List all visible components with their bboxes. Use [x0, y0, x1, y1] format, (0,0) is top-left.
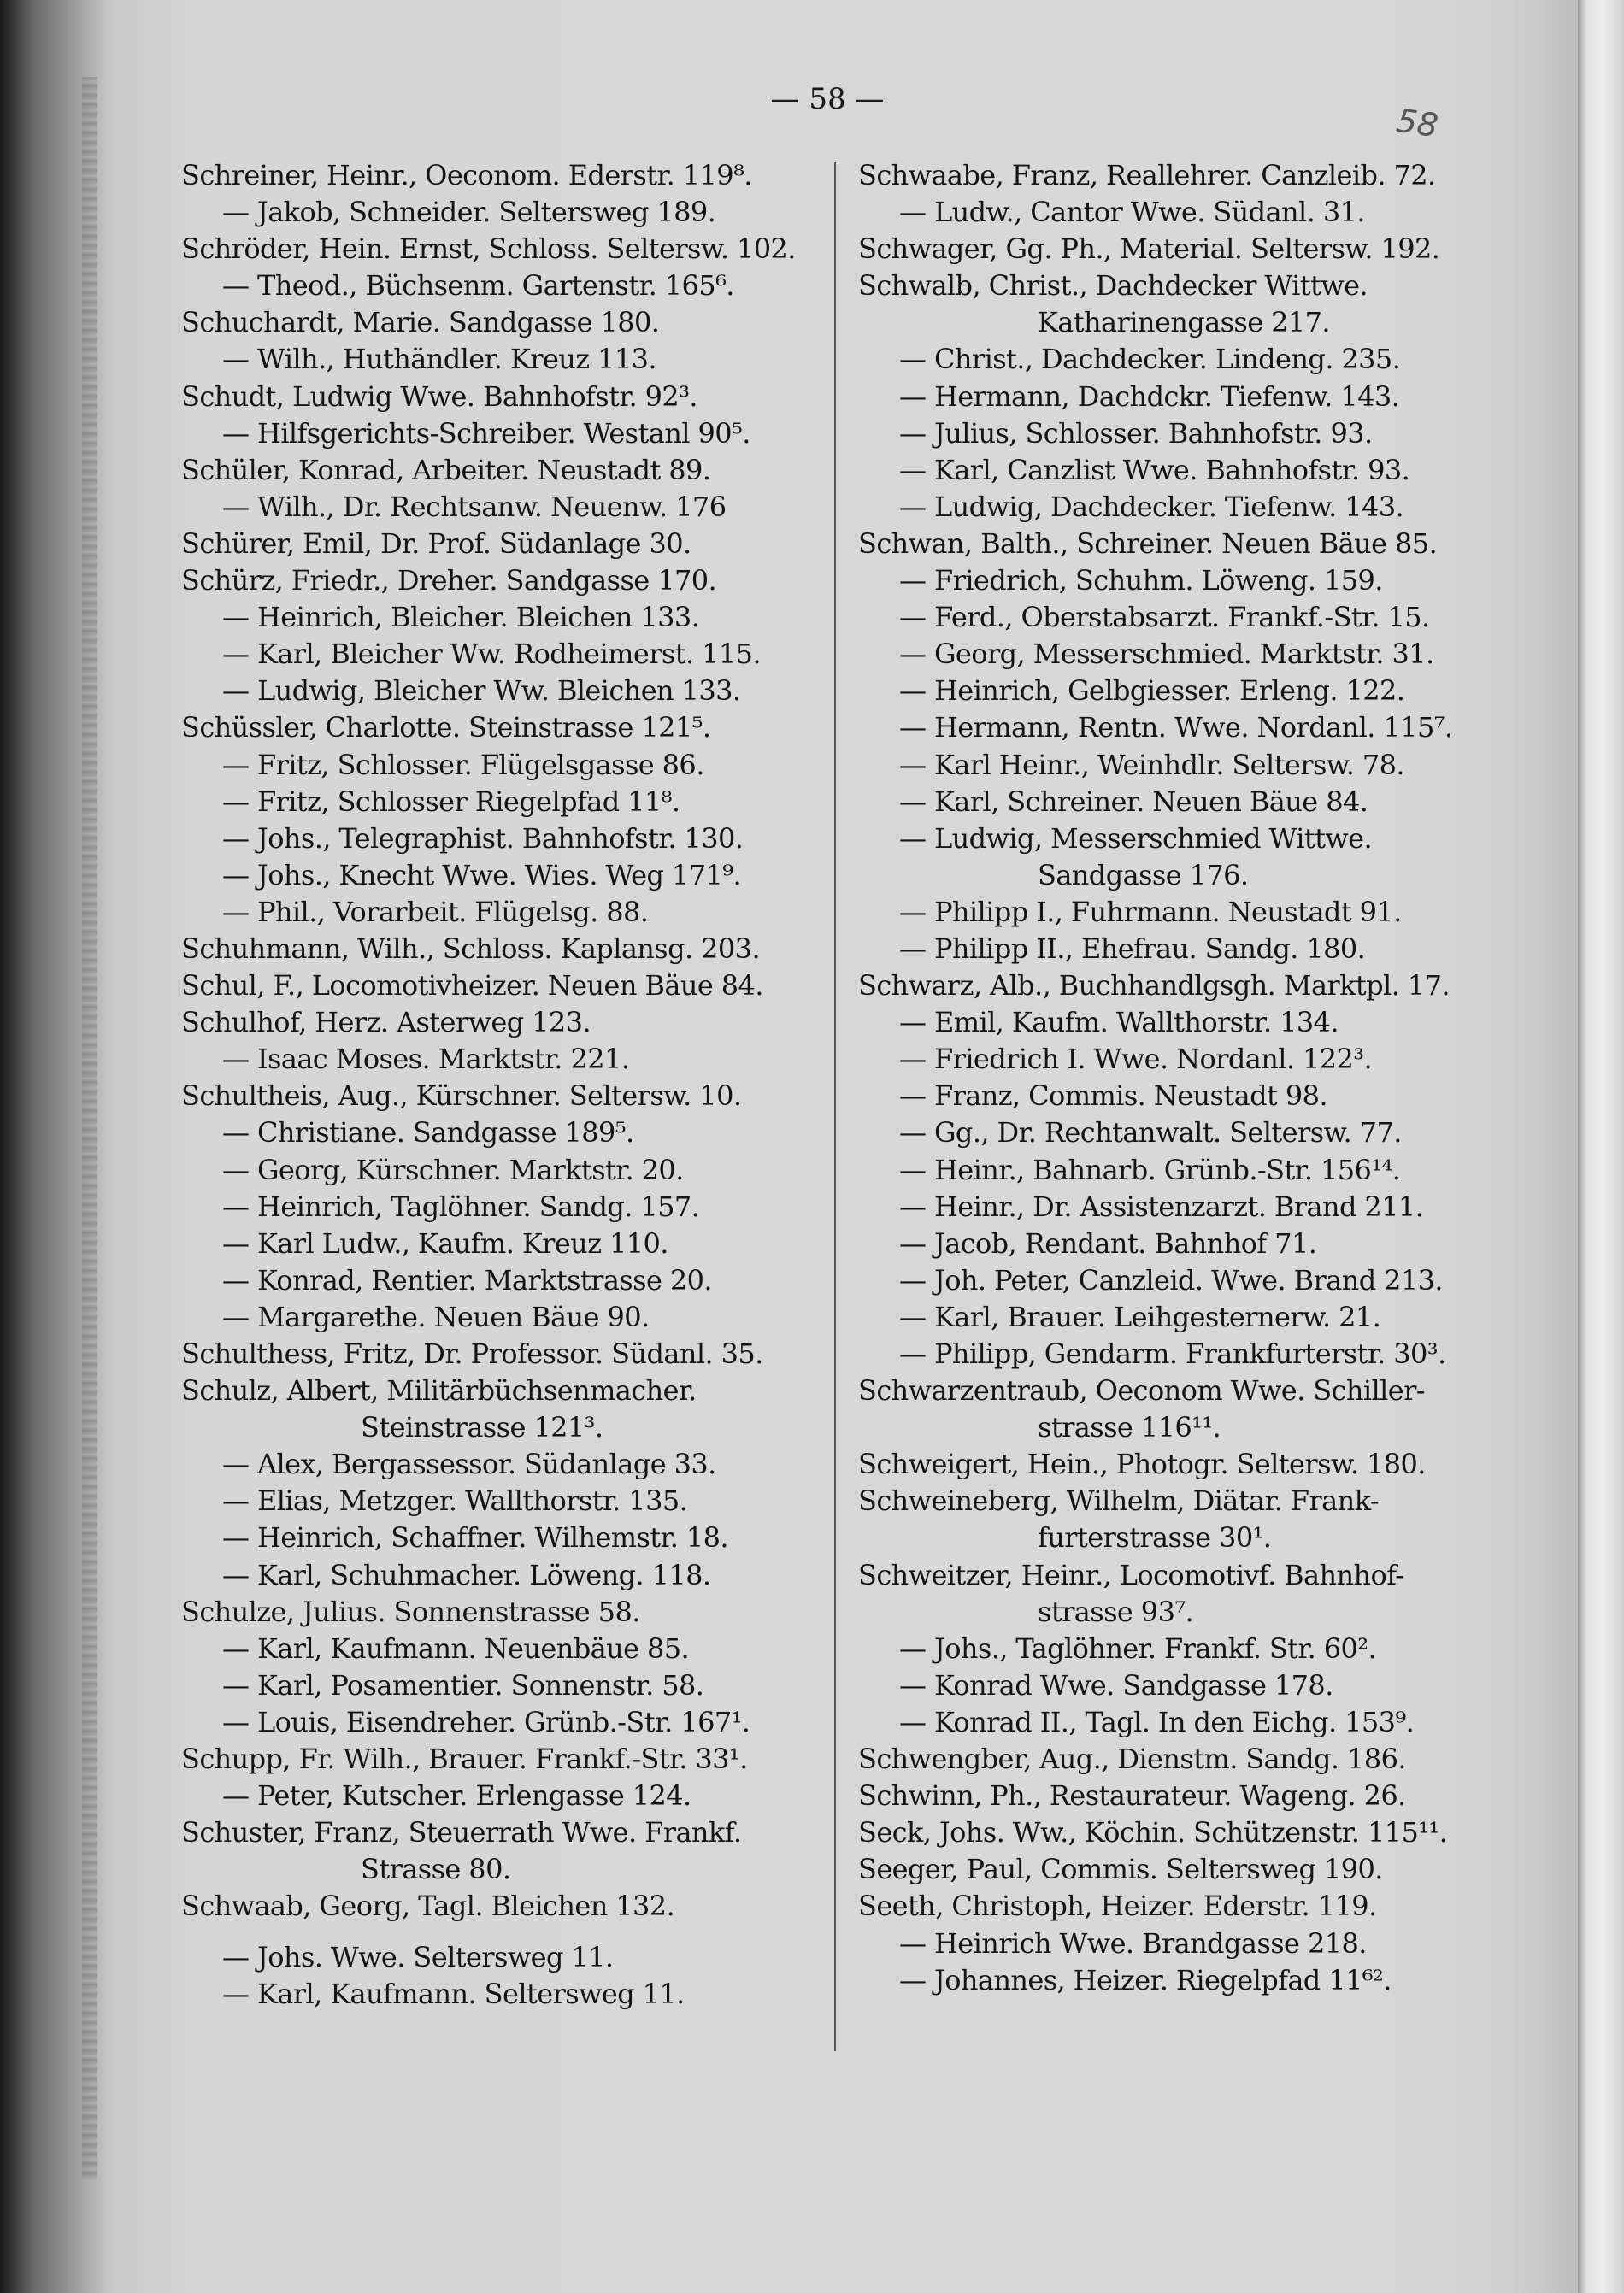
- directory-entry: Schulz, Albert, Militärbüchsenmacher.: [181, 1374, 697, 1408]
- directory-entry: — Heinrich, Gelbgiesser. Erleng. 122.: [899, 674, 1405, 708]
- directory-entry: Schüssler, Charlotte. Steinstrasse 121⁵.: [181, 711, 711, 744]
- directory-entry: — Johs. Wwe. Seltersweg 11.: [222, 1940, 614, 1973]
- directory-entry: Schürz, Friedr., Dreher. Sandgasse 170.: [181, 564, 717, 597]
- directory-entry: — Wilh., Dr. Rechtsanw. Neuenw. 176: [222, 490, 727, 523]
- directory-entry: — Fritz, Schlosser. Flügelsgasse 86.: [222, 748, 704, 781]
- directory-entry: — Karl, Kaufmann. Seltersweg 11.: [222, 1977, 685, 2010]
- handwritten-page-number: 58: [1394, 101, 1441, 145]
- directory-entry: — Heinrich, Taglöhner. Sandg. 157.: [222, 1190, 700, 1223]
- directory-entry: Schwaab, Georg, Tagl. Bleichen 132.: [181, 1890, 675, 1923]
- directory-entry: — Alex, Bergassessor. Südanlage 33.: [222, 1448, 716, 1481]
- directory-entry: — Konrad Wwe. Sandgasse 178.: [899, 1668, 1333, 1702]
- directory-entry: Schwager, Gg. Ph., Material. Seltersw. 192.: [858, 232, 1440, 266]
- directory-entry: strasse 116¹¹.: [1038, 1411, 1221, 1444]
- directory-entry: Schulthess, Fritz, Dr. Professor. Südanl. 35.: [181, 1338, 763, 1370]
- directory-entry: Schröder, Hein. Ernst, Schloss. Seltersw. 102.: [181, 232, 796, 266]
- directory-entry: Schüler, Konrad, Arbeiter. Neustadt 89.: [181, 453, 711, 486]
- directory-entry: — Karl, Schuhmacher. Löweng. 118.: [222, 1558, 711, 1591]
- directory-entry: — Hilfsgerichts-Schreiber. Westanl 90⁵.: [222, 416, 750, 450]
- directory-entry: — Emil, Kaufm. Wallthorstr. 134.: [899, 1006, 1339, 1039]
- directory-entry: — Johs., Taglöhner. Frankf. Str. 60².: [899, 1632, 1377, 1665]
- directory-entry: — Karl, Posamentier. Sonnenstr. 58.: [222, 1668, 704, 1702]
- directory-entry: Schwengber, Aug., Dienstm. Sandg. 186.: [858, 1743, 1406, 1776]
- directory-entry: — Johs., Knecht Wwe. Wies. Weg 171⁹.: [222, 858, 742, 891]
- directory-entry: Schweitzer, Heinr., Locomotivf. Bahnhof-: [858, 1558, 1404, 1591]
- directory-entry: — Karl Ludw., Kaufm. Kreuz 110.: [222, 1226, 668, 1260]
- directory-entry: — Georg, Messerschmied. Marktstr. 31.: [899, 638, 1434, 671]
- directory-entry: Schwarzentraub, Oeconom Wwe. Schiller-: [858, 1374, 1426, 1408]
- directory-entry: — Ludwig, Messerschmied Wittwe.: [899, 821, 1373, 855]
- directory-entry: furterstrasse 30¹.: [1038, 1521, 1272, 1555]
- directory-entry: Schuchardt, Marie. Sandgasse 180.: [181, 306, 660, 339]
- directory-entry: — Isaac Moses. Marktstr. 221.: [222, 1043, 630, 1076]
- directory-entry: Schwarz, Alb., Buchhandlgsgh. Marktpl. 17.: [858, 969, 1450, 1002]
- directory-entry: — Peter, Kutscher. Erlengasse 124.: [222, 1779, 691, 1813]
- directory-entry: — Fritz, Schlosser Riegelpfad 11⁸.: [222, 785, 680, 818]
- directory-entry: — Heinr., Bahnarb. Grünb.-Str. 156¹⁴.: [899, 1153, 1401, 1186]
- directory-entry: — Johs., Telegraphist. Bahnhofstr. 130.: [222, 821, 744, 855]
- directory-entry: Schultheis, Aug., Kürschner. Seltersw. 10.: [181, 1079, 742, 1113]
- directory-entry: — Hermann, Rentn. Wwe. Nordanl. 115⁷.: [899, 711, 1453, 744]
- directory-entry: — Phil., Vorarbeit. Flügelsg. 88.: [222, 895, 649, 928]
- directory-entry: strasse 93⁷.: [1038, 1595, 1194, 1628]
- column-divider: [834, 162, 836, 2051]
- directory-entry: Sandgasse 176.: [1038, 858, 1249, 891]
- directory-entry: — Karl, Schreiner. Neuen Bäue 84.: [899, 785, 1368, 818]
- directory-entry: — Ludwig, Bleicher Ww. Bleichen 133.: [222, 674, 741, 708]
- directory-entry: — Johannes, Heizer. Riegelpfad 11⁶².: [899, 1963, 1392, 1996]
- directory-entry: Schuhmann, Wilh., Schloss. Kaplansg. 203.: [181, 932, 761, 965]
- directory-entry: — Ferd., Oberstabsarzt. Frankf.-Str. 15.: [899, 601, 1430, 634]
- directory-entry: — Hermann, Dachdckr. Tiefenw. 143.: [899, 379, 1400, 413]
- directory-entry: — Karl Heinr., Weinhdlr. Seltersw. 78.: [899, 748, 1404, 781]
- directory-entry: — Julius, Schlosser. Bahnhofstr. 93.: [899, 416, 1373, 450]
- directory-entry: — Heinrich, Schaffner. Wilhemstr. 18.: [222, 1521, 728, 1555]
- directory-entry: — Louis, Eisendreher. Grünb.-Str. 167¹.: [222, 1705, 750, 1738]
- directory-entry: — Karl, Canzlist Wwe. Bahnhofstr. 93.: [899, 453, 1410, 486]
- directory-entry: Schudt, Ludwig Wwe. Bahnhofstr. 92³.: [181, 379, 697, 413]
- directory-entry: — Christ., Dachdecker. Lindeng. 235.: [899, 343, 1401, 376]
- directory-entry: — Friedrich I. Wwe. Nordanl. 122³.: [899, 1043, 1373, 1076]
- directory-entry: — Heinr., Dr. Assistenzarzt. Brand 211.: [899, 1190, 1424, 1223]
- directory-entry: Schwan, Balth., Schreiner. Neuen Bäue 85.: [858, 526, 1438, 560]
- directory-entry: Katharinengasse 217.: [1038, 306, 1330, 339]
- directory-entry: Schwalb, Christ., Dachdecker Wittwe.: [858, 269, 1368, 303]
- directory-entry: Steinstrasse 121³.: [361, 1411, 603, 1444]
- left-column: [181, 157, 822, 2013]
- directory-entry: — Philipp, Gendarm. Frankfurterstr. 30³.: [899, 1338, 1446, 1370]
- directory-entry: — Heinrich Wwe. Brandgasse 218.: [899, 1926, 1367, 1960]
- directory-entry: Schürer, Emil, Dr. Prof. Südanlage 30.: [181, 526, 691, 560]
- directory-entry: Seck, Johs. Ww., Köchin. Schützenstr. 115¹¹.: [858, 1816, 1448, 1849]
- directory-entry: Schupp, Fr. Wilh., Brauer. Frankf.-Str. 33¹.: [181, 1743, 748, 1776]
- directory-entry: — Friedrich, Schuhm. Löweng. 159.: [899, 564, 1383, 597]
- directory-entry: Seeth, Christoph, Heizer. Ederstr. 119.: [858, 1890, 1377, 1923]
- directory-entry: Schwaabe, Franz, Reallehrer. Canzleib. 72.: [858, 159, 1436, 191]
- directory-entry: — Konrad, Rentier. Marktstrasse 20.: [222, 1263, 712, 1296]
- directory-entry: — Theod., Büchsenm. Gartenstr. 165⁶.: [222, 269, 734, 303]
- directory-entry: Schwinn, Ph., Restaurateur. Wageng. 26.: [858, 1779, 1406, 1813]
- directory-entry: — Jakob, Schneider. Seltersweg 189.: [222, 196, 716, 229]
- directory-entry: — Wilh., Huthändler. Kreuz 113.: [222, 343, 656, 376]
- directory-entry: Schweigert, Hein., Photogr. Seltersw. 180.: [858, 1448, 1426, 1481]
- directory-entry: Schuster, Franz, Steuerrath Wwe. Frankf.: [181, 1816, 742, 1849]
- right-column: [858, 157, 1499, 1999]
- directory-entry: Schweineberg, Wilhelm, Diätar. Frank-: [858, 1485, 1380, 1518]
- directory-entry: — Heinrich, Bleicher. Bleichen 133.: [222, 601, 700, 634]
- page-header: — 58 —: [770, 82, 885, 116]
- directory-entry: Schreiner, Heinr., Oeconom. Ederstr. 119⁸.: [181, 159, 752, 191]
- directory-entry: — Joh. Peter, Canzleid. Wwe. Brand 213.: [899, 1263, 1444, 1296]
- directory-entry: — Jacob, Rendant. Bahnhof 71.: [899, 1226, 1317, 1260]
- directory-entry: — Elias, Metzger. Wallthorstr. 135.: [222, 1485, 688, 1518]
- book-edge: [1578, 0, 1624, 2293]
- directory-entry: — Margarethe. Neuen Bäue 90.: [222, 1300, 650, 1333]
- directory-entry: Schulhof, Herz. Asterweg 123.: [181, 1006, 591, 1039]
- directory-entry: — Gg., Dr. Rechtanwalt. Seltersw. 77.: [899, 1116, 1402, 1149]
- directory-entry: Schul, F., Locomotivheizer. Neuen Bäue 84.: [181, 969, 763, 1002]
- directory-entry: — Philipp I., Fuhrmann. Neustadt 91.: [899, 895, 1402, 928]
- directory-entry: — Franz, Commis. Neustadt 98.: [899, 1079, 1327, 1113]
- directory-entry: — Christiane. Sandgasse 189⁵.: [222, 1116, 634, 1149]
- directory-entry: — Karl, Bleicher Ww. Rodheimerst. 115.: [222, 638, 761, 671]
- directory-entry: Seeger, Paul, Commis. Seltersweg 190.: [858, 1853, 1383, 1886]
- directory-entry: — Philipp II., Ehefrau. Sandg. 180.: [899, 932, 1366, 965]
- directory-entry: Strasse 80.: [361, 1853, 511, 1886]
- directory-entry: — Karl, Kaufmann. Neuenbäue 85.: [222, 1632, 690, 1665]
- directory-entry: — Karl, Brauer. Leihgesternerw. 21.: [899, 1300, 1381, 1333]
- directory-entry: — Georg, Kürschner. Marktstr. 20.: [222, 1153, 684, 1186]
- directory-entry: — Ludw., Cantor Wwe. Südanl. 31.: [899, 196, 1365, 229]
- directory-entry: — Konrad II., Tagl. In den Eichg. 153⁹.: [899, 1705, 1415, 1738]
- directory-entry: — Ludwig, Dachdecker. Tiefenw. 143.: [899, 490, 1404, 523]
- directory-entry: Schulze, Julius. Sonnenstrasse 58.: [181, 1595, 640, 1628]
